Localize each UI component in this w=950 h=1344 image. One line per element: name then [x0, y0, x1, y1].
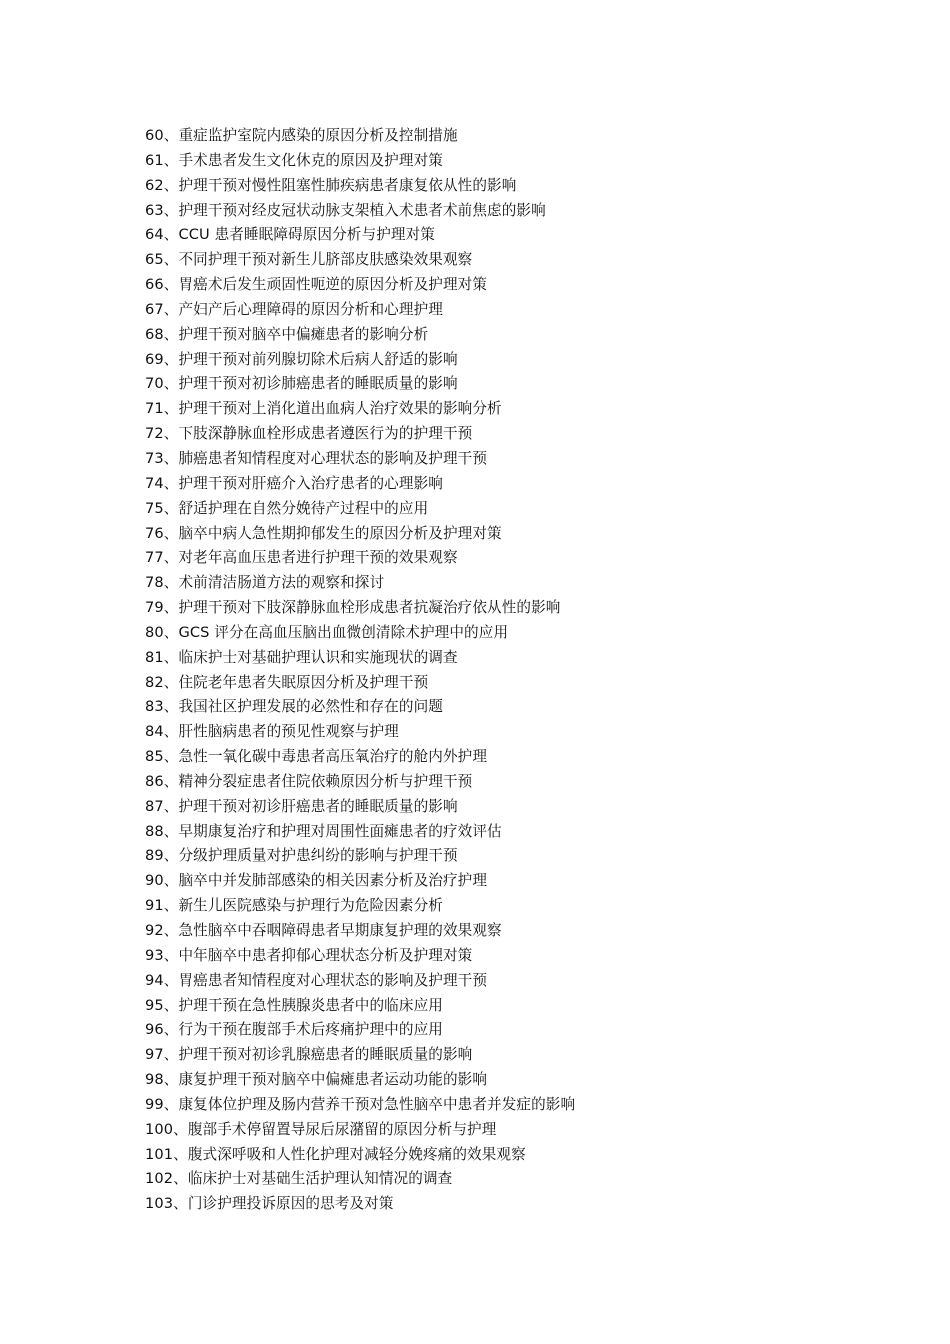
topic-list-item: 75、舒适护理在自然分娩待产过程中的应用: [145, 499, 429, 517]
topic-list-item: 87、护理干预对初诊肝癌患者的睡眠质量的影响: [145, 797, 458, 815]
topic-list-item: 76、脑卒中病人急性期抑郁发生的原因分析及护理对策: [145, 524, 502, 542]
topic-list-item: 97、护理干预对初诊乳腺癌患者的睡眠质量的影响: [145, 1046, 473, 1064]
topic-list-item: 96、行为干预在腹部手术后疼痛护理中的应用: [145, 1021, 443, 1039]
topic-list-item: 94、胃癌患者知情程度对心理状态的影响及护理干预: [145, 971, 488, 989]
topic-list-item: 79、护理干预对下肢深静脉血栓形成患者抗凝治疗依从性的影响: [145, 599, 561, 617]
topic-list-item: 66、胃癌术后发生顽固性呃逆的原因分析及护理对策: [145, 276, 488, 294]
topic-list-item: 90、脑卒中并发肺部感染的相关因素分析及治疗护理: [145, 872, 488, 890]
topic-list-item: 77、对老年高血压患者进行护理干预的效果观察: [145, 549, 458, 567]
topic-list-item: 82、住院老年患者失眠原因分析及护理干预: [145, 673, 429, 691]
topic-list-item: 83、我国社区护理发展的必然性和存在的问题: [145, 698, 443, 716]
topic-list-item: 60、重症监护室院内感染的原因分析及控制措施: [145, 127, 458, 144]
topic-list-item: 91、新生儿医院感染与护理行为危险因素分析: [145, 897, 443, 915]
topic-list-item: 70、护理干预对初诊肺癌患者的睡眠质量的影响: [145, 375, 458, 393]
topic-list-item: 85、急性一氧化碳中毒患者高压氧治疗的舱内外护理: [145, 748, 488, 766]
topic-list-item: 62、护理干预对慢性阻塞性肺疾病患者康复依从性的影响: [145, 176, 517, 194]
topic-list-item: 78、术前清洁肠道方法的观察和探讨: [145, 574, 385, 592]
topic-list-item: 100、腹部手术停留置导尿后尿潴留的原因分析与护理: [145, 1120, 497, 1138]
topic-list-item: 71、护理干预对上消化道出血病人治疗效果的影响分析: [145, 400, 502, 418]
topic-list: [145, 124, 865, 1217]
topic-list-item: 68、护理干预对脑卒中偏瘫患者的影响分析: [145, 325, 429, 343]
topic-list-item: 98、康复护理干预对脑卒中偏瘫患者运动功能的影响: [145, 1071, 488, 1089]
topic-list-item: 88、早期康复治疗和护理对周围性面瘫患者的疗效评估: [145, 822, 502, 840]
topic-list-item: 95、护理干预在急性胰腺炎患者中的临床应用: [145, 996, 443, 1014]
topic-list-item: 74、护理干预对肝癌介入治疗患者的心理影响: [145, 474, 443, 492]
topic-list-item: 63、护理干预对经皮冠状动脉支架植入术患者术前焦虑的影响: [145, 201, 546, 219]
topic-list-item: 86、精神分裂症患者住院依赖原因分析与护理干预: [145, 772, 473, 790]
topic-list-item: 101、腹式深呼吸和人性化护理对减轻分娩疼痛的效果观察: [145, 1145, 526, 1163]
topic-list-item: 92、急性脑卒中吞咽障碍患者早期康复护理的效果观察: [145, 922, 502, 939]
topic-list-item: 89、分级护理质量对护患纠纷的影响与护理干预: [145, 847, 458, 865]
topic-list-item: 99、康复体位护理及肠内营养干预对急性脑卒中患者并发症的影响: [145, 1095, 576, 1113]
topic-list-item: 103、门诊护理投诉原因的思考及对策: [145, 1195, 394, 1213]
topic-list-item: 65、不同护理干预对新生儿脐部皮肤感染效果观察: [145, 251, 473, 269]
topic-list-item: 69、护理干预对前列腺切除术后病人舒适的影响: [145, 350, 458, 368]
topic-list-item: 93、中年脑卒中患者抑郁心理状态分析及护理对策: [145, 946, 473, 964]
topic-list-item: 67、产妇产后心理障碍的原因分析和心理护理: [145, 300, 443, 318]
topic-list-item: 80、GCS 评分在高血压脑出血微创清除术护理中的应用: [145, 623, 509, 641]
topic-list-item: 81、临床护士对基础护理认识和实施现状的调查: [145, 648, 458, 666]
topic-list-item: 102、临床护士对基础生活护理认知情况的调查: [145, 1170, 453, 1188]
topic-list-item: 73、肺癌患者知情程度对心理状态的影响及护理干预: [145, 449, 488, 467]
topic-list-item: 64、CCU 患者睡眠障碍原因分析与护理对策: [145, 226, 435, 244]
topic-list-item: 72、下肢深静脉血栓形成患者遵医行为的护理干预: [145, 425, 473, 443]
topic-list-item: 84、肝性脑病患者的预见性观察与护理: [145, 723, 399, 741]
topic-list-item: 61、手术患者发生文化休克的原因及护理对策: [145, 151, 443, 169]
